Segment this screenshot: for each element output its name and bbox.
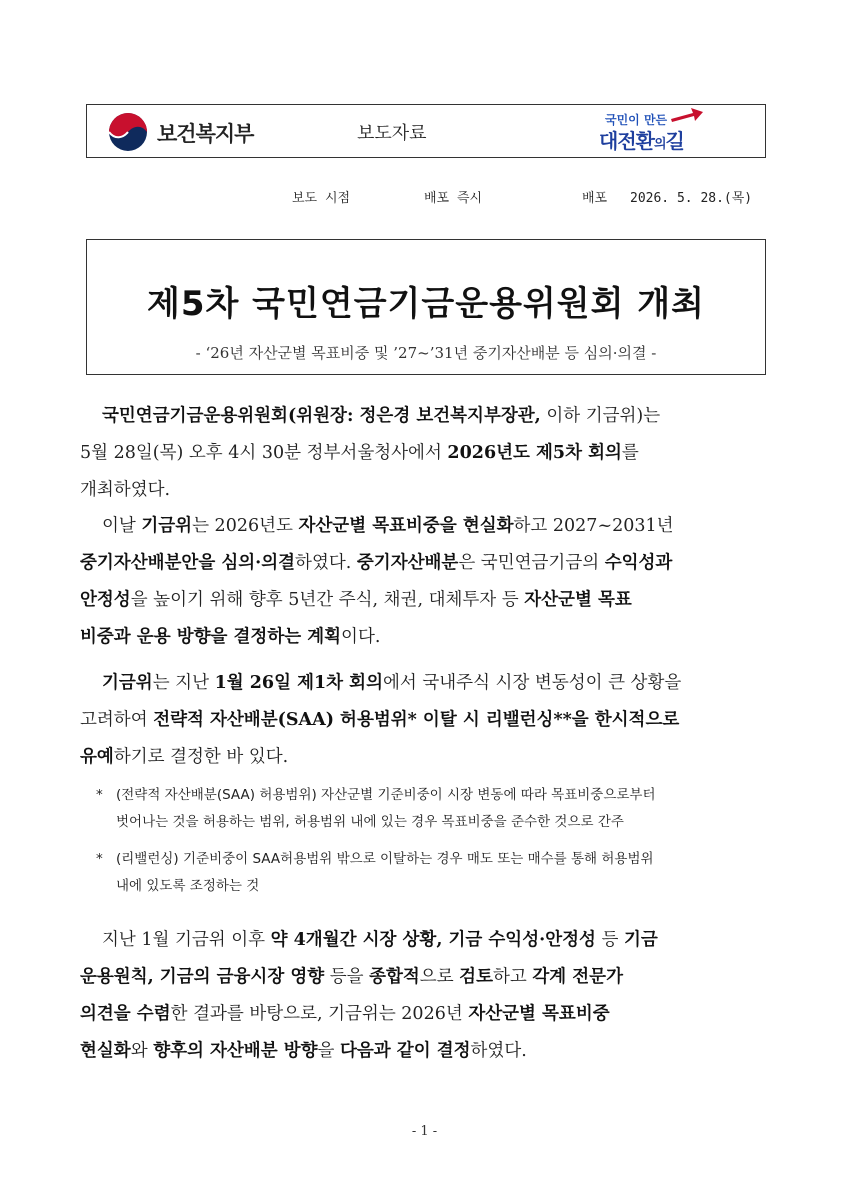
title-box	[86, 239, 766, 375]
slogan-top-text: 국민이 만든	[605, 113, 668, 127]
government-emblem-icon	[107, 111, 149, 153]
release-date-label: 배포	[582, 191, 608, 206]
release-time-value: 배포 즉시	[424, 191, 483, 206]
paragraph-2: 이날 기금위는 2026년도 자산군별 목표비중을 현실화하고 2027~2031년 중기자산배분안을 심의·의결하였다. 중기자산배분은 국민연금기금의 수익성과 안정성을 높이기 위해 향후 5년간 주식, 채권, 대체투자 등 자산군별 목표 비중과 운용 방향을 결정하는 계획이다.	[80, 516, 674, 647]
page-subtitle: - ‘26년 자산군별 목표비중 및 ’27~’31년 중기자산배분 등 심의·의결 -	[195, 344, 657, 362]
press-header	[86, 104, 766, 158]
footnote-saa: * (전략적 자산배분(SAA) 허용범위) 자산군별 기준비중이 시장 변동에 따라 목표비중으로부터 벗어나는 것을 허용하는 범위, 허용범위 내에 있는 경우 목표비중을 준수한 것으로 간주	[96, 787, 656, 830]
release-date-value: 2026. 5. 28.(목)	[630, 191, 753, 206]
paragraph-3: 기금위는 지난 1월 26일 제1차 회의에서 국내주식 시장 변동성이 큰 상황을 고려하여 전략적 자산배분(SAA) 허용범위* 이탈 시 리밸런싱**을 한시적으로 유예하기로 결정한 바 있다.	[80, 673, 682, 767]
paragraph-4: 지난 1월 기금위 이후 약 4개월간 시장 상황, 기금 수익성·안정성 등 기금 운용원칙, 기금의 금융시장 영향 등을 종합적으로 검토하고 각계 전문가 의견을 수렴한 결과를 바탕으로, 기금위는 2026년 자산군별 목표비중 현실화와 향후의 자산배분 방향을 다음과 같이 결정하였다.	[80, 930, 658, 1061]
release-time-label: 보도 시점	[292, 191, 351, 206]
page-title: 제5차 국민연금기금운용위원회 개최	[147, 284, 705, 324]
slogan-arrow-icon	[671, 107, 703, 125]
footnote-rebalancing: * (리밸런싱) 기준비중이 SAA허용범위 밖으로 이탈하는 경우 매도 또는 매수를 통해 허용범위 내에 있도록 조정하는 것	[96, 851, 654, 894]
slogan-main-text: 대전환의길	[599, 129, 684, 153]
ministry-name: 보건복지부	[157, 122, 254, 146]
slogan-logo	[593, 107, 733, 157]
paragraph-1: 국민연금기금운용위원회(위원장: 정은경 보건복지부장관, 이하 기금위)는 5월 28일(목) 오후 4시 30분 정부서울청사에서 2026년도 제5차 회의를 개최하였다.	[80, 406, 661, 500]
page-number: - 1 -	[411, 1124, 438, 1139]
document-type: 보도자료	[357, 123, 427, 144]
